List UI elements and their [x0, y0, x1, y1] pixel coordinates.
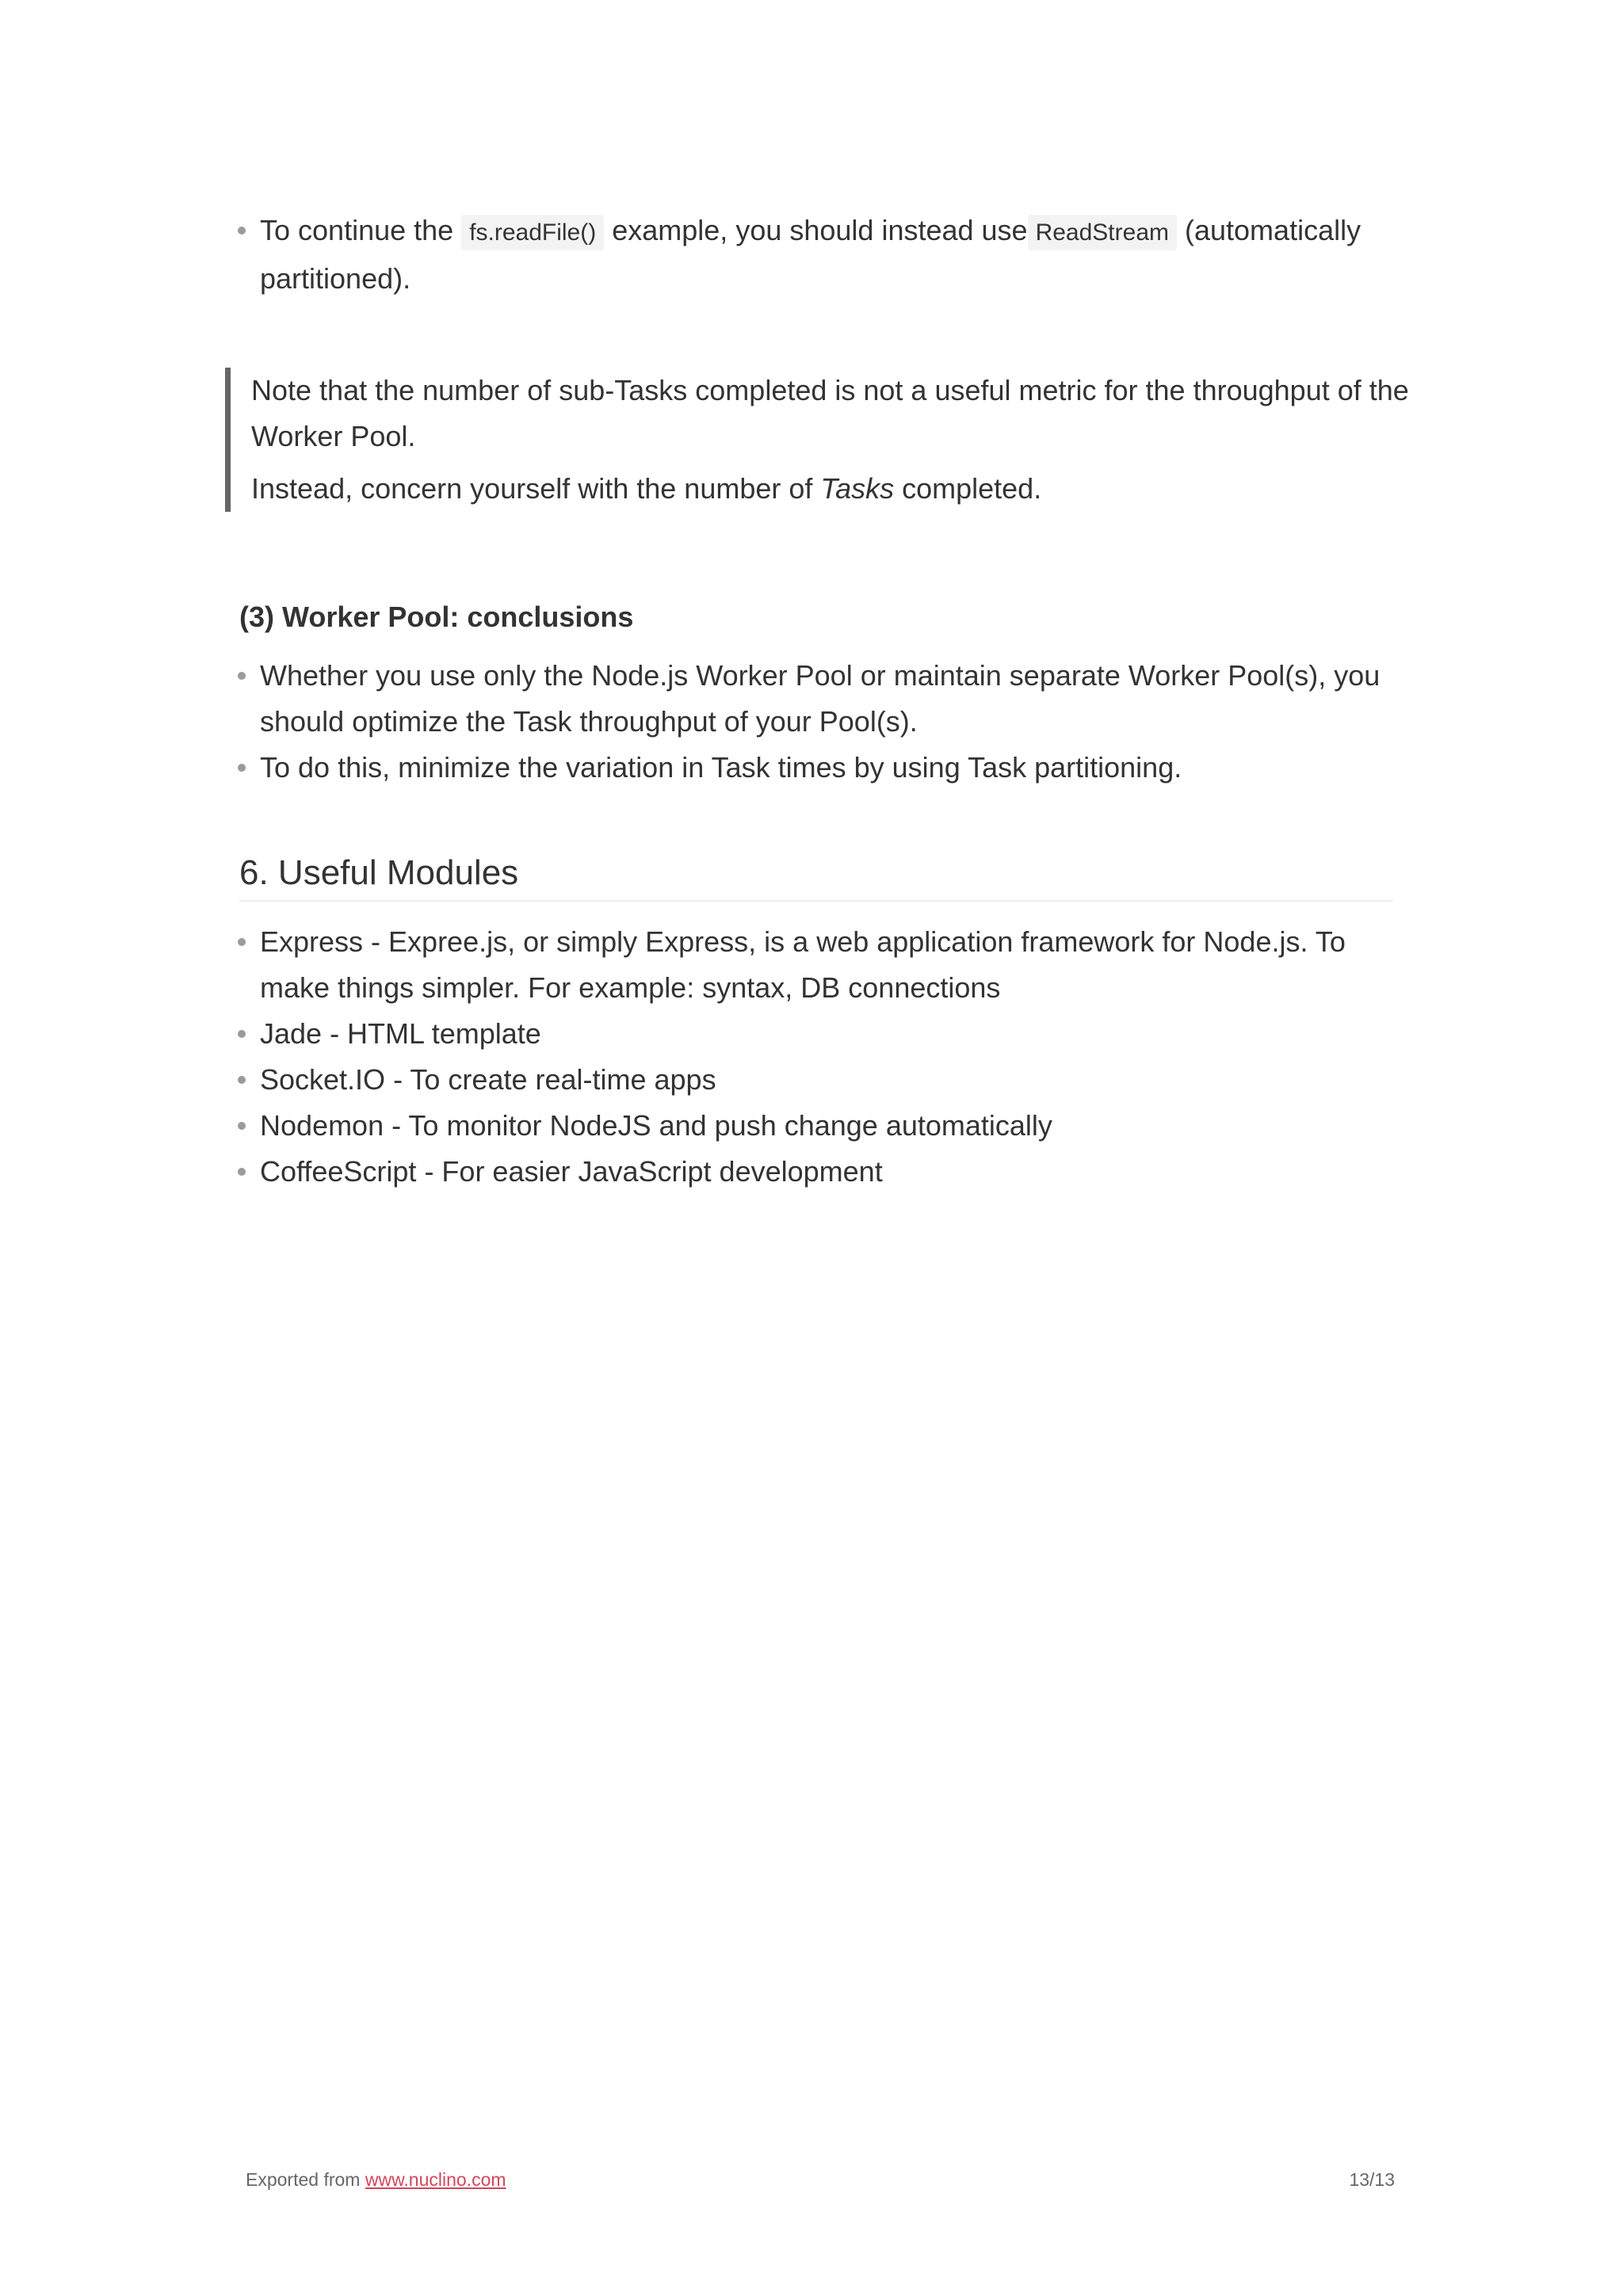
list-item: [239, 1149, 1393, 1195]
bullet-text: To continue the: [260, 214, 462, 246]
list-item: [239, 1011, 1393, 1057]
bullet-icon: [238, 1122, 246, 1130]
bullet-icon: [238, 1168, 246, 1176]
list-item-text: CoffeeScript - For easier JavaScript development: [260, 1155, 883, 1188]
bullet-icon: [238, 1076, 246, 1084]
useful-modules-heading: 6. Useful Modules: [239, 849, 1393, 902]
list-item: [239, 1057, 1393, 1103]
list-item-text: Nodemon - To monitor NodeJS and push change automatically: [260, 1109, 1052, 1142]
quote-line-1: Note that the number of sub-Tasks completed is not a useful metric for the throughput of the Worker Pool.: [251, 374, 1409, 452]
readstream-list: [239, 208, 1393, 302]
list-item: [239, 1103, 1393, 1149]
bullet-icon: [238, 1030, 246, 1038]
modules-list: [239, 919, 1393, 1195]
bullet-icon: [238, 764, 246, 772]
bullet-icon: [238, 227, 246, 235]
bullet-icon: [238, 672, 246, 680]
list-item: [239, 745, 1393, 791]
list-item: [239, 208, 1393, 302]
quote-emphasis: Tasks: [820, 472, 895, 505]
nuclino-link[interactable]: www.nuclino.com: [365, 2169, 506, 2190]
list-item-text: Express - Expree.js, or simply Express, is a web application framework for Node.js. To make things simpler. For example: syntax, DB connections: [260, 925, 1346, 1004]
page-number: 13/13: [1349, 2169, 1395, 2190]
list-item: [239, 653, 1393, 745]
inline-code-readstream: ReadStream: [1028, 215, 1177, 250]
list-item: [239, 919, 1393, 1011]
list-item-text: To do this, minimize the variation in Task times by using Task partitioning.: [260, 751, 1182, 784]
conclusions-list: [239, 653, 1393, 791]
blockquote: [225, 368, 1424, 512]
inline-code-readfile: fs.readFile(): [461, 215, 604, 250]
quote-text: Instead, concern yourself with the number of: [251, 472, 821, 505]
list-item-text: Whether you use only the Node.js Worker Pool or maintain separate Worker Pool(s), you should optimize the Task throughput of your Pool(s).: [260, 659, 1381, 738]
bullet-text: (automatically partitioned).: [260, 214, 1361, 295]
bullet-icon: [238, 938, 246, 946]
quote-text: completed.: [894, 472, 1042, 505]
worker-pool-conclusions-heading: (3) Worker Pool: conclusions: [239, 601, 634, 633]
footer-label: Exported from: [246, 2169, 365, 2190]
list-item-text: Socket.IO - To create real-time apps: [260, 1063, 716, 1096]
worker-pool-conclusions-section: [239, 653, 1393, 791]
readstream-section: [239, 208, 1393, 302]
footer-export-note: [246, 2168, 506, 2191]
list-item-text: Jade - HTML template: [260, 1017, 541, 1050]
bullet-text: example, you should instead use: [604, 214, 1028, 246]
useful-modules-section: [239, 919, 1393, 1195]
quote-line-2: [251, 466, 1424, 512]
